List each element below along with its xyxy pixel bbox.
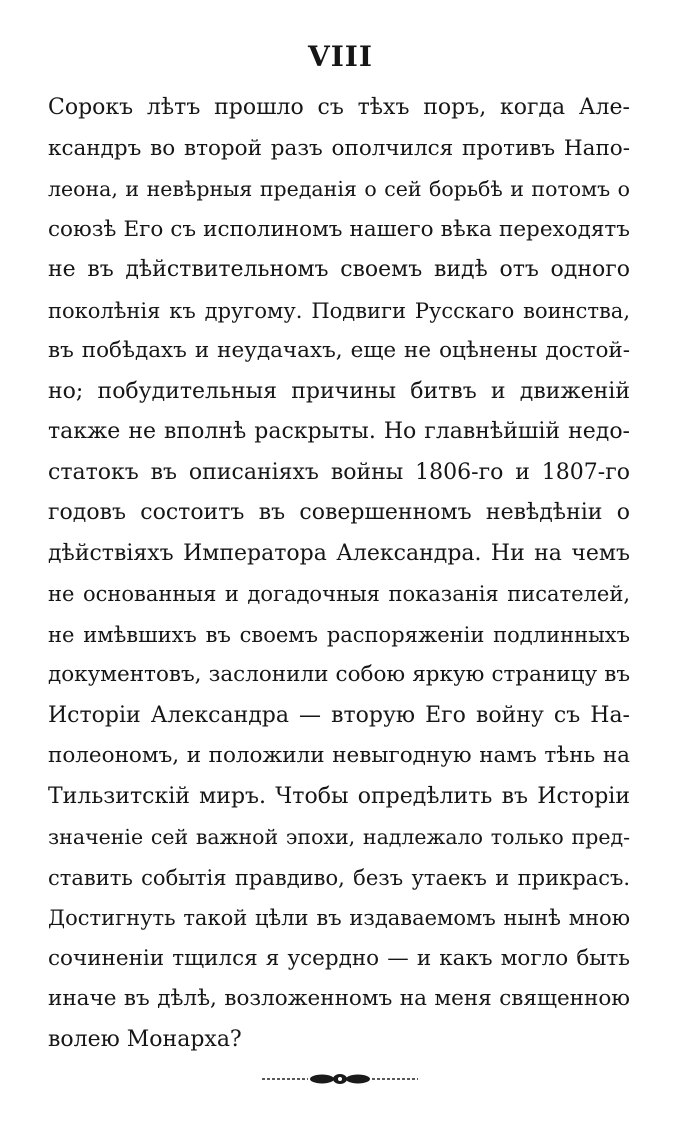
- text-line: Тильзитскій миръ. Чтобы опредѣлить въ Исторіи: [48, 783, 630, 809]
- text-line: не въ дѣйствительномъ своемъ видѣ отъ одного: [48, 257, 630, 282]
- text-line: значеніе сей важной эпохи, надлежало только пред-: [48, 825, 630, 849]
- text-line: статокъ въ описаніяхъ войны 1806-го и 1807-го: [48, 459, 630, 485]
- text-line: дѣйствіяхъ Императора Александра. Ни на чемъ: [48, 540, 630, 566]
- text-line: леона, и невѣрныя преданія о сей борьбѣ и потомъ о: [48, 177, 630, 201]
- text-line: также не вполнѣ раскрыты. Но главнѣйшій недо-: [48, 419, 630, 444]
- text-line: союзѣ Его съ исполиномъ нашего вѣка переходятъ: [48, 216, 630, 242]
- text-line: Сорокъ лѣтъ прошло съ тѣхъ поръ, когда Але-: [48, 95, 630, 120]
- text-line: не основанныя и догадочныя показанія писателей,: [48, 582, 630, 606]
- page-number: VIII: [307, 40, 374, 73]
- text-line: въ побѣдахъ и неудачахъ, еще не оцѣнены достой-: [48, 338, 630, 363]
- text-line: документовъ, заслонили собою яркую страницу въ: [48, 662, 630, 687]
- text-line: иначе въ дѣлѣ, возложенномъ на меня священною: [48, 986, 630, 1011]
- text-line: поколѣнія къ другому. Подвиги Русскаго воинства,: [48, 298, 630, 323]
- text-line: ставить событія правдиво, безъ утаекъ и прикрасъ.: [48, 865, 630, 890]
- text-line: полеономъ, и положили невыгодную намъ тѣнь на: [48, 743, 630, 768]
- text-line: Исторіи Александра — вторую Его войну съ На-: [48, 702, 630, 728]
- text-line: но; побудительныя причины битвъ и движеній: [48, 378, 630, 404]
- text-line-last: волею Монарха?: [48, 1026, 242, 1052]
- text-line: Достигнуть такой цѣли въ издаваемомъ нынѣ мною: [48, 906, 630, 930]
- text-line: сочиненіи тщился я усердно — и какъ могло быть: [48, 945, 630, 971]
- ornament-divider-icon: [260, 1072, 420, 1086]
- text-line: годовъ состоитъ въ совершенномъ невѣдѣніи о: [48, 500, 630, 525]
- body-paragraph: [48, 88, 630, 1060]
- text-line: ксандръ во второй разъ ополчился противъ Напо-: [48, 135, 630, 161]
- text-line: не имѣвшихъ въ своемъ распоряженіи подлинныхъ: [48, 622, 630, 647]
